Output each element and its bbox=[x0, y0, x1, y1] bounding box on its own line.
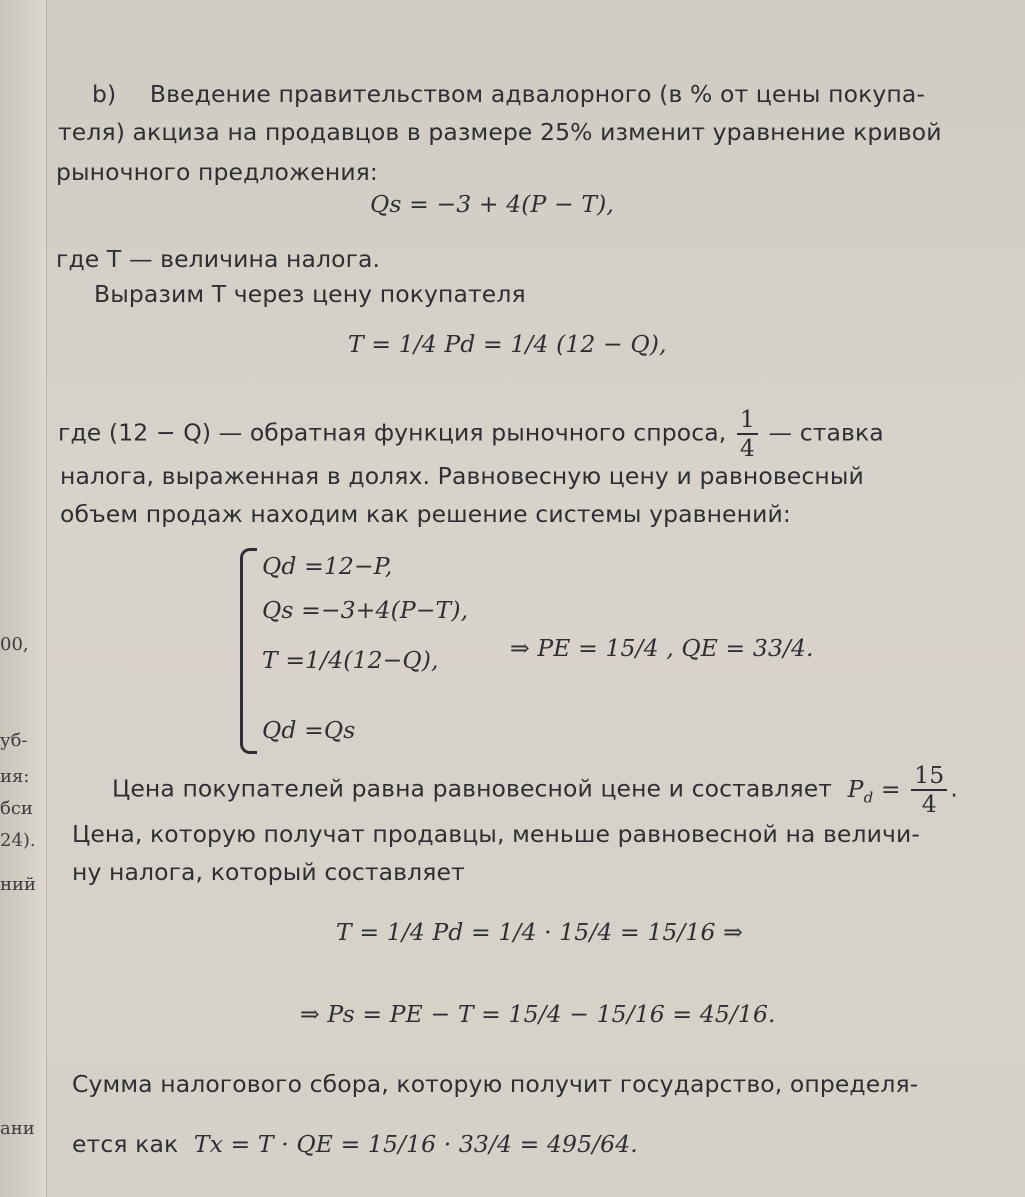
equation-t-value: T = 1/4 Pd = 1/4 · 15/4 = 15/16 ⇒ bbox=[336, 918, 743, 946]
equation-t: T = 1/4 Pd = 1/4 (12 − Q), bbox=[348, 330, 667, 358]
paragraph-line: где T — величина налога. bbox=[56, 245, 381, 273]
system-brace bbox=[240, 548, 257, 754]
text-span: где (12 − Q) — обратная функция рыночного спроса, bbox=[58, 418, 727, 447]
system-line: T =1/4(12−Q), bbox=[262, 646, 439, 674]
fraction-15-4: $\frac{15}{4}$ bbox=[911, 762, 947, 818]
text-span: — ставка bbox=[768, 418, 884, 447]
item-marker: b) bbox=[92, 80, 117, 108]
margin-fragment: 24). bbox=[0, 830, 36, 851]
paragraph-line: Выразим T через цену покупателя bbox=[94, 280, 526, 308]
paragraph-line bbox=[92, 80, 925, 108]
margin-fragment: бси bbox=[0, 798, 33, 819]
equation-ps: ⇒ Ps = PE − T = 15/4 − 15/16 = 45/16. bbox=[300, 1000, 776, 1028]
equation-qs: Qs = −3 + 4(P − T), bbox=[370, 190, 615, 218]
text-span: Введение правительством адвалорного (в % от цены покупа- bbox=[149, 80, 925, 108]
paragraph-line: ну налога, который составляет bbox=[72, 858, 465, 886]
paragraph-line: объем продаж находим как решение системы уравнений: bbox=[60, 500, 791, 528]
text-span: ется как bbox=[72, 1130, 179, 1158]
paragraph-line: Цена, которую получат продавцы, меньше равновесной на величи- bbox=[72, 820, 920, 848]
paragraph-line: Сумма налогового сбора, которую получит государство, определя- bbox=[72, 1070, 919, 1098]
text-span: Цена покупателей равна равновесной цене и составляет bbox=[112, 774, 833, 803]
margin-fragment: 00, bbox=[0, 634, 29, 655]
margin-fragment: уб- bbox=[0, 730, 28, 751]
paragraph-line: теля) акциза на продавцов в размере 25% изменит уравнение кривой bbox=[58, 118, 942, 146]
fraction-quarter: $\frac{1}{4}$ bbox=[737, 406, 758, 462]
system-line: Qs =−3+4(P−T), bbox=[262, 596, 469, 624]
paragraph-line bbox=[72, 1130, 638, 1158]
margin-fragment: ия: bbox=[0, 766, 30, 787]
system-line: Qd =Qs bbox=[262, 716, 356, 744]
paragraph-line: налога, выраженная в долях. Равновесную цену и равновесный bbox=[60, 462, 864, 490]
margin-fragment: ани bbox=[0, 1118, 35, 1139]
margin-fragment: ний bbox=[0, 874, 36, 895]
system-line: Qd =12−P, bbox=[262, 552, 393, 580]
paragraph-line: Цена покупателей равна равновесной цене и составляет $P_d$ = $\frac{15}{4}$ . bbox=[112, 761, 958, 819]
system-result: ⇒ PE = 15/4 , QE = 33/4. bbox=[510, 634, 814, 662]
tax-sum-equation: Tx = T · QE = 15/16 · 33/4 = 495/64. bbox=[193, 1130, 638, 1158]
left-page-gutter bbox=[0, 0, 47, 1197]
paragraph-line bbox=[58, 406, 884, 462]
buyer-price-formula: $P_d$ = bbox=[847, 774, 901, 807]
paragraph-line: рыночного предложения: bbox=[56, 158, 378, 186]
